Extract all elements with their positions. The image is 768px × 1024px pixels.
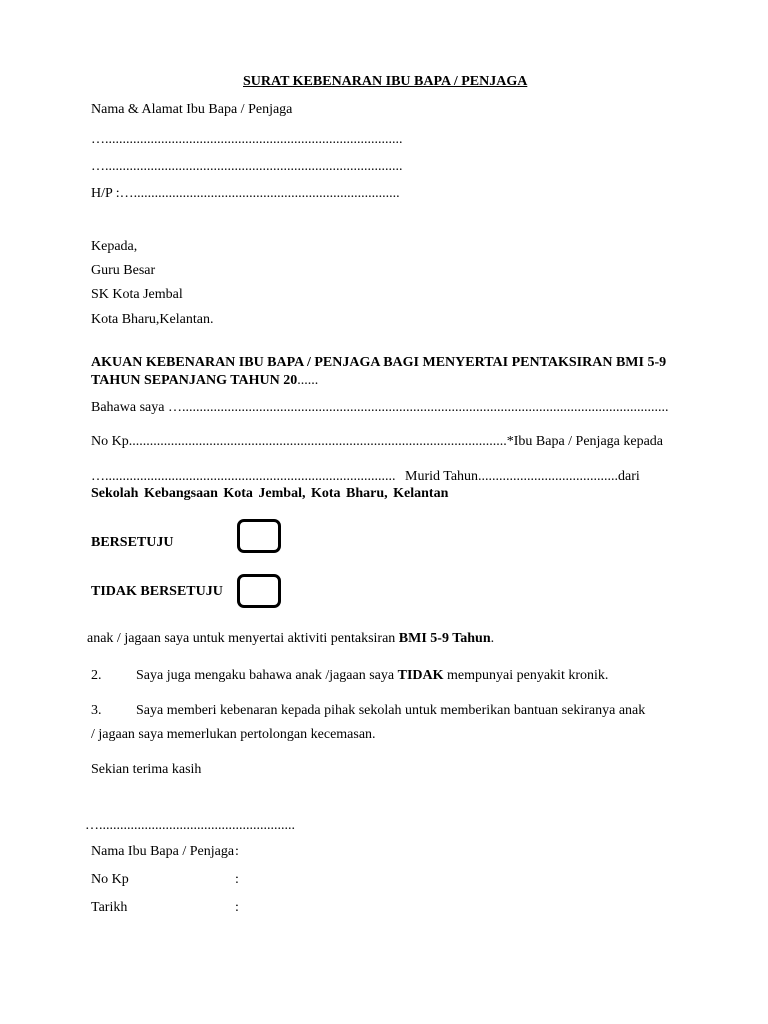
declaration-heading-year-dots: ...... — [297, 373, 319, 388]
signature-ic-colon: : — [235, 872, 239, 887]
recipient-line-3: Kota Bharu,Kelantan. — [91, 312, 214, 327]
item-3-text-line-2: / jagaan saya memerlukan pertolongan kecemasan. — [91, 727, 376, 742]
consent-period: . — [490, 631, 495, 646]
signature-line: …........................................................ — [85, 818, 295, 833]
closing-remark: Sekian terima kasih — [91, 762, 202, 777]
declaration-heading-line-1: AKUAN KEBENARAN IBU BAPA / PENJAGA BAGI MENYERTAI PENTAKSIRAN BMI 5-9 — [91, 355, 667, 370]
student-from-label: dari — [618, 469, 640, 484]
signature-ic-label: No Kp — [91, 872, 129, 887]
recipient-line-1: Guru Besar — [91, 263, 156, 278]
document-title: SURAT KEBENARAN IBU BAPA / PENJAGA — [243, 74, 528, 89]
student-name-dots: …................................................................................... — [91, 469, 396, 484]
parent-phone-line: H/P :…............................................................................ — [91, 186, 400, 201]
recipient-line-2: SK Kota Jembal — [91, 287, 183, 302]
declaration-heading-line-2 — [91, 373, 318, 389]
disagree-checkbox[interactable] — [237, 574, 281, 608]
school-name: Sekolah Kebangsaan Kota Jembal, Kota Bharu, Kelantan — [91, 486, 449, 501]
item-2-suffix: mempunyai penyakit kronik. — [443, 668, 609, 683]
student-line — [91, 469, 640, 485]
signature-name-colon: : — [235, 844, 239, 859]
parent-name-statement: Bahawa saya …........................................................................................................................................... — [91, 400, 669, 415]
consent-text: anak / jagaan saya untuk menyertai aktiviti pentaksiran — [87, 631, 399, 646]
ic-number-dots: No Kp............................................................................................................ — [91, 434, 507, 449]
declaration-heading-year-label: TAHUN SEPANJANG TAHUN 20 — [91, 373, 298, 388]
recipient-salutation: Kepada, — [91, 239, 138, 254]
item-2-emphasis: TIDAK — [397, 668, 444, 683]
agree-checkbox[interactable] — [237, 519, 281, 553]
item-3-text-line-1: Saya memberi kebenaran kepada pihak sekolah untuk memberikan bantuan sekiranya anak — [136, 703, 646, 718]
item-3-number: 3. — [91, 703, 102, 718]
consent-assessment-name: BMI 5-9 Tahun — [398, 631, 491, 646]
disagree-label: TIDAK BERSETUJU — [91, 584, 223, 599]
signature-date-colon: : — [235, 900, 239, 915]
agree-label: BERSETUJU — [91, 535, 174, 550]
student-year-label: Murid Tahun — [405, 469, 479, 484]
item-2-number: 2. — [91, 668, 102, 683]
parent-address-line-1: …..................................................................................... — [91, 132, 403, 147]
student-year-dots: ........................................ — [478, 469, 619, 484]
parent-address-line-2: …..................................................................................... — [91, 159, 403, 174]
signature-date-label: Tarikh — [91, 900, 128, 915]
signature-name-label: Nama Ibu Bapa / Penjaga — [91, 844, 235, 859]
parent-name-address-label: Nama & Alamat Ibu Bapa / Penjaga — [91, 102, 293, 117]
consent-statement — [87, 631, 494, 647]
ic-number-line — [91, 434, 663, 450]
ic-number-suffix: *Ibu Bapa / Penjaga kepada — [506, 434, 664, 449]
item-2-prefix: Saya juga mengaku bahawa anak /jagaan saya — [136, 668, 398, 683]
item-2-text — [136, 668, 608, 684]
